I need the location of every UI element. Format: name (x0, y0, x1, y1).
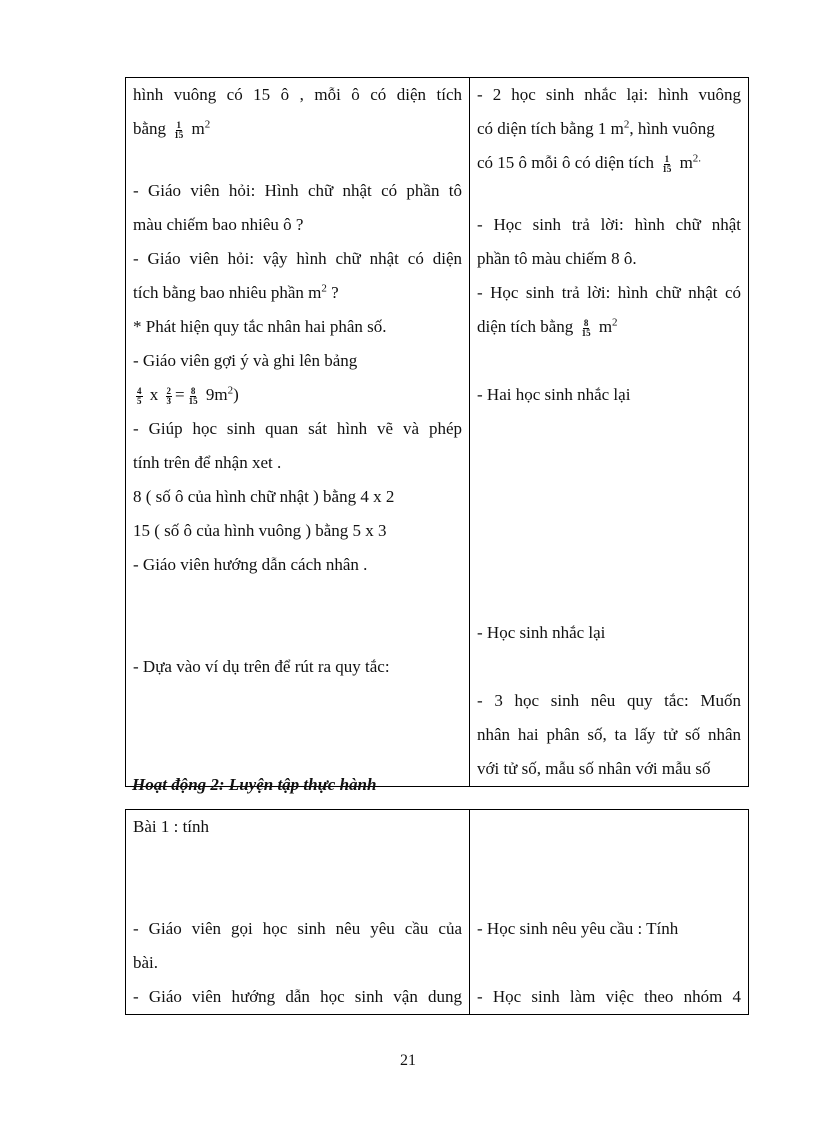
text-line: - Giáo viên hướng dẫn cách nhân . (133, 555, 368, 574)
section-heading: Hoạt động 2: Luyện tập thực hành (132, 775, 377, 794)
text-line: nhân hai phân số, ta lấy tử số nhân (477, 725, 741, 744)
text-line: - 2 học sinh nhắc lại: hình vuông (477, 85, 741, 104)
text-line: - Học sinh làm việc theo nhóm 4 (477, 987, 741, 1006)
formula-line (133, 582, 462, 616)
text-line: hình vuông có 15 ô , mỗi ô có diện tích (133, 85, 462, 104)
text-line: - Giáo viên hướng dẫn học sinh vận dung (133, 987, 462, 1006)
teacher-column (126, 810, 470, 1015)
text-line: - Giáo viên gợi ý và ghi lên bảng (133, 351, 358, 370)
text-line: với tử số, mẫu số nhân với mẫu số (477, 759, 711, 778)
text-line: diện tích bằng $\frac{8}{15}$ $m^2$ (477, 316, 618, 338)
activity-table-2 (125, 809, 749, 1015)
formula-line (133, 616, 462, 650)
text-line: - Giáo viên hỏi: vậy hình chữ nhật có diện (133, 249, 462, 268)
text-line: - Học sinh trả lời: hình chữ nhật có (477, 283, 741, 302)
fraction-1-15: $\frac{1}{15}$ (174, 119, 184, 140)
text-line: - Học sinh nêu yêu cầu : Tính (477, 919, 679, 938)
text-line: - Giáo viên gọi học sinh nêu yêu cầu của (133, 919, 462, 938)
text-line: màu chiếm bao nhiêu ô ? (133, 215, 304, 234)
exercise-line (133, 878, 462, 912)
text-line: - Giúp học sinh quan sát hình vẽ và phép (133, 419, 462, 438)
formula-line: $\frac{4}{5}$ x $\frac{2}{3}$ = $\frac{8}{15}$ $9m^2$) (137, 384, 239, 406)
text-line: tích bằng bao nhiêu phần $m^2$ ? (133, 282, 339, 302)
text-line: bằng $\frac{1}{15}$ $m^2$ (133, 118, 211, 140)
student-column (470, 78, 749, 787)
text-line: - Học sinh nhắc lại (477, 623, 606, 642)
text-line: có diện tích bằng 1 $m^2$, hình vuông (477, 118, 715, 138)
text-line: tính trên để nhận xet . (133, 453, 282, 472)
teacher-column (126, 78, 470, 787)
text-line: phần tô màu chiếm 8 ô. (477, 249, 637, 268)
student-column (470, 810, 749, 1015)
activity-table-1 (125, 77, 749, 787)
text-line: 15 ( số ô của hình vuông ) bằng 5 x 3 (133, 521, 387, 540)
text-line: - 3 học sinh nêu quy tắc: Muốn (477, 691, 741, 710)
text-line: * Phát hiện quy tắc nhân hai phân số. (133, 317, 387, 336)
text-line: bài. (133, 953, 159, 972)
text-line: - Học sinh trả lời: hình chữ nhật (477, 215, 741, 234)
text-line: có 15 ô mỗi ô có diện tích $\frac{1}{15}$ $m^{2.}$ (477, 152, 702, 174)
text-line: - Giáo viên hỏi: Hình chữ nhật có phần tô (133, 181, 462, 200)
exercise-line (133, 844, 462, 878)
text-line: Bài 1 : tính (133, 817, 210, 836)
text-line: - Hai học sinh nhắc lại (477, 385, 631, 404)
text-line: 8 ( số ô của hình chữ nhật ) bằng 4 x 2 (133, 487, 395, 506)
text-line: - Dựa vào ví dụ trên để rút ra quy tắc: (133, 657, 390, 676)
page-number: 21 (400, 1052, 416, 1069)
